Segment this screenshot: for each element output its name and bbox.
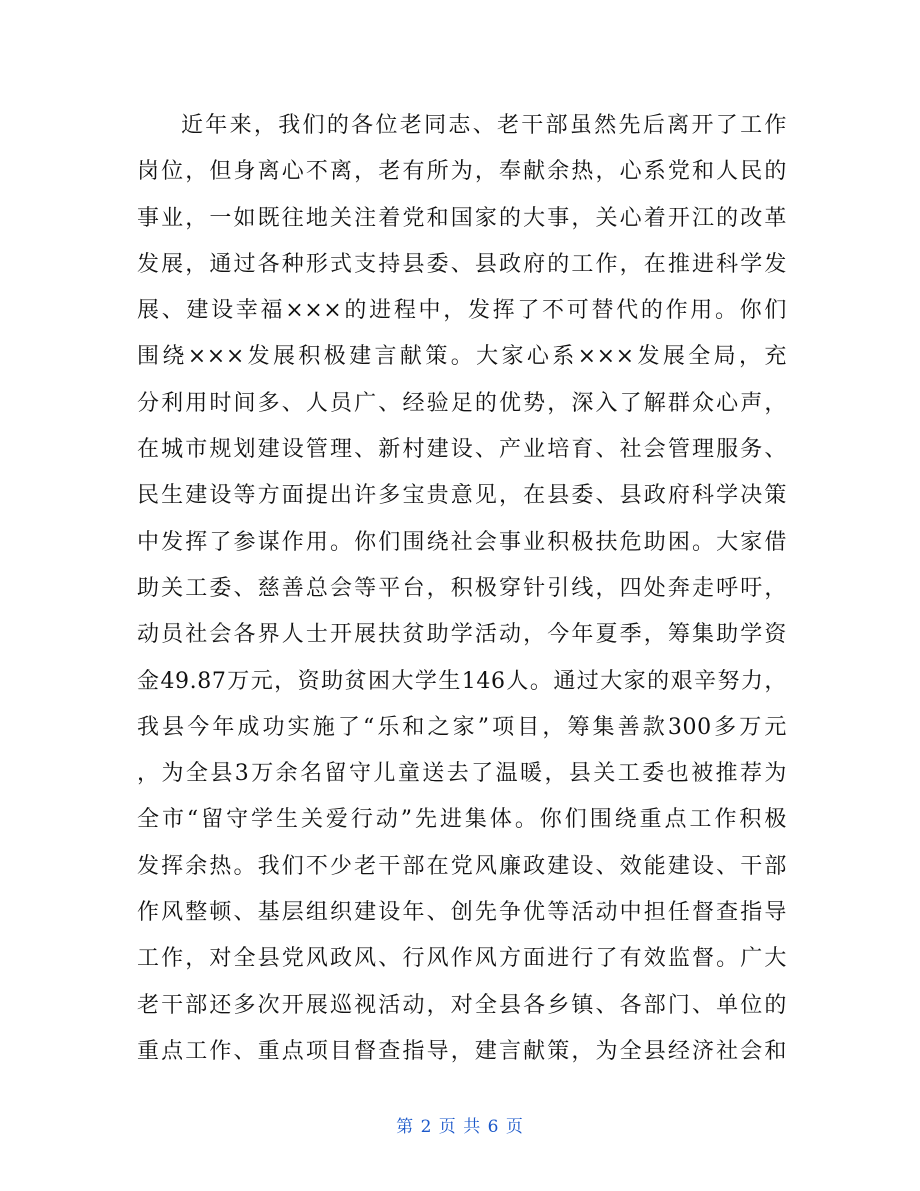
paragraph-line: 发展，通过各种形式支持县委、县政府的工作，在推进科学发 [137,251,787,277]
paragraph-line: 在城市规划建设管理、新村建设、产业培育、社会管理服务、 [137,437,787,463]
page-number-footer: 第 2 页 共 6 页 [396,1117,524,1137]
paragraph-line: 老干部还多次开展巡视活动，对全县各乡镇、各部门、单位的 [137,992,787,1018]
paragraph-line: 全市“留守学生关爱行动”先进集体。你们围绕重点工作积极 [137,807,787,833]
paragraph-line: 围绕×××发展积极建言献策。大家心系×××发展全局，充 [137,344,787,370]
paragraph-line: ，为全县3万余名留守儿童送去了温暖，县关工委也被推荐为 [137,761,787,787]
paragraph-line: 工作，对全县党风政风、行风作风方面进行了有效监督。广大 [137,946,787,972]
paragraph-line: 事业，一如既往地关注着党和国家的大事，关心着开江的改革 [137,205,787,231]
paragraph-line: 我县今年成功实施了“乐和之家”项目，筹集善款300多万元 [137,714,787,740]
paragraph-line: 展、建设幸福×××的进程中，发挥了不可替代的作用。你们 [137,298,787,324]
paragraph-line: 民生建设等方面提出许多宝贵意见，在县委、县政府科学决策 [137,483,787,509]
paragraph-line: 作风整顿、基层组织建设年、创先争优等活动中担任督查指导 [137,900,787,926]
body-paragraph [137,103,787,1075]
paragraph-line: 发挥余热。我们不少老干部在党风廉政建设、效能建设、干部 [137,853,787,879]
paragraph-line: 分利用时间多、人员广、经验足的优势，深入了解群众心声， [137,390,787,416]
paragraph-line: 近年来，我们的各位老同志、老干部虽然先后离开了工作 [181,113,787,138]
paragraph-line: 中发挥了参谋作用。你们围绕社会事业积极扶危助困。大家借 [137,529,787,555]
paragraph-line: 重点工作、重点项目督查指导，建言献策，为全县经济社会和 [137,1038,787,1064]
paragraph-line: 金49.87万元，资助贫困大学生146人。通过大家的艰辛努力， [137,668,787,694]
paragraph-line: 岗位，但身离心不离，老有所为，奉献余热，心系党和人民的 [137,159,787,185]
paragraph-line: 动员社会各界人士开展扶贫助学活动，今年夏季，筹集助学资 [137,622,787,648]
paragraph-line: 助关工委、慈善总会等平台，积极穿针引线，四处奔走呼吁， [137,575,787,601]
